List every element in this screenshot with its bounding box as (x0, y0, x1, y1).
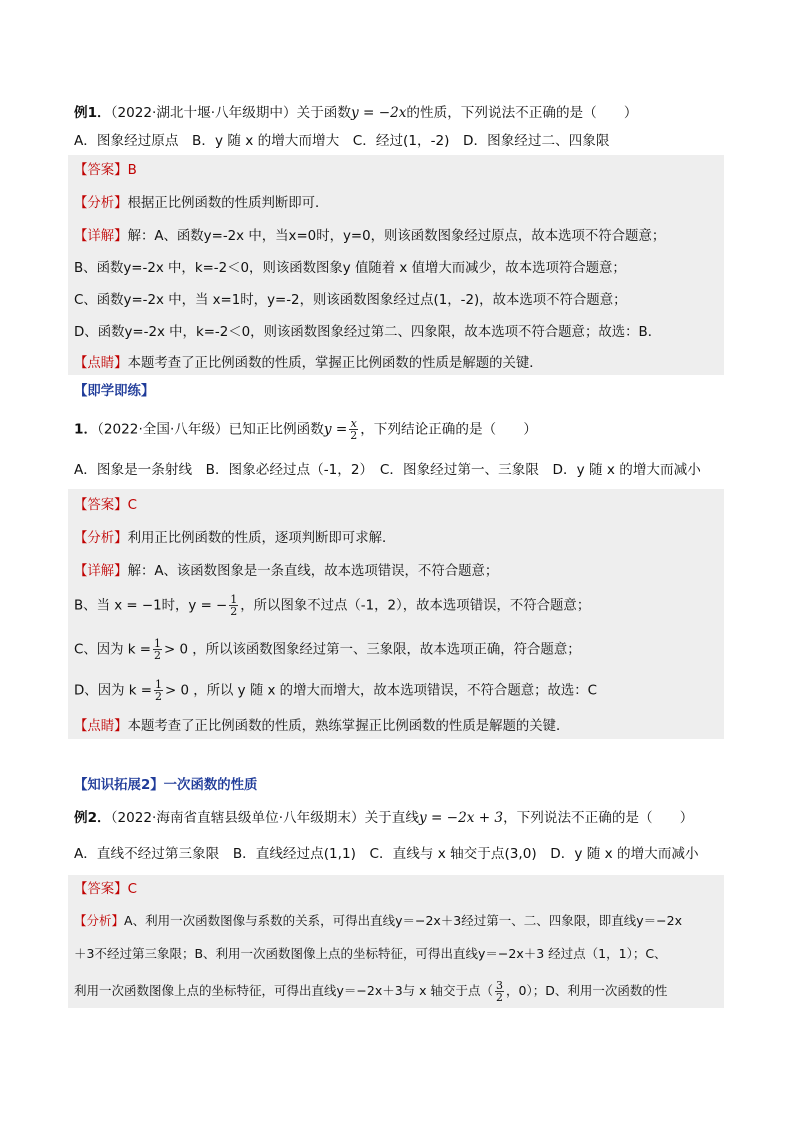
example1-analysis (74, 195, 328, 213)
knowledge-extension-header: 【知识拓展2】一次函数的性质 (74, 778, 258, 793)
example1-detail-line-1 (74, 228, 665, 246)
practice-question (74, 418, 537, 441)
answer-value: C (127, 882, 137, 897)
remark-text: 本题考查了正比例函数的性质，掌握正比例函数的性质是解题的关键． (127, 356, 543, 371)
fraction: $\frac{1}{2}$ (230, 593, 238, 618)
practice-equation-lhs: y = (323, 421, 348, 438)
example2-analysis-line-1 (74, 912, 682, 930)
detail-tag: 【详解】 (74, 229, 128, 244)
practice-question-tail: ，下列结论正确的是（ ） (360, 421, 537, 438)
practice-label: 1． (74, 421, 98, 438)
analysis-text: 利用正比例函数的性质，逐项判断即可求解． (127, 531, 396, 546)
remark-tag: 【点睛】 (74, 719, 128, 734)
detail-tag: 【详解】 (74, 564, 128, 579)
practice-answer (74, 497, 137, 515)
example1-source: （2022·湖北十堰·八年级期中）关于函数 (110, 105, 351, 121)
example2-equation: y = −2x + 3 (418, 810, 504, 826)
practice-equation-fraction: $\frac{x}{2}$ (350, 417, 358, 442)
example1-label: 例1． (74, 105, 111, 121)
example1-detail-line-4: D、函数y=-2x 中，k=-2＜0，则该函数图象经过第二、四象限，故本选项不符合题意；故选：B． (74, 325, 662, 340)
practice-analysis (74, 530, 395, 548)
practice-header: 【即学即练】 (74, 384, 155, 399)
practice-detail-line-2: B、当 x = −1时，y = − $\frac{1}{2}$ ，所以图象不过点（-1，2），故本选项错误，不符合题意； (74, 593, 591, 618)
answer-tag: 【答案】 (74, 882, 128, 897)
analysis-tag: 【分析】 (74, 531, 128, 546)
example1-equation: y = −2x (351, 105, 407, 121)
example2-analysis-line-2: ＋3不经过第三象限；B、利用一次函数图像上点的坐标特征，可得出直线y＝−2x＋3 经过点（1，1）；C、 (74, 946, 667, 961)
example2-question-tail: ，下列说法不正确的是（ ） (503, 810, 694, 826)
answer-value: B (127, 163, 137, 178)
answer-tag: 【答案】 (74, 163, 128, 178)
example2-label: 例2． (74, 810, 111, 826)
example2-analysis-line-3: 利用一次函数图像上点的坐标特征，可得出直线y＝−2x＋3与 x 轴交于点（ $\frac{3}{2}$ ，0）；D、利用一次函数的性 (74, 979, 668, 1004)
remark-text: 本题考查了正比例函数的性质，熟练掌握正比例函数的性质是解题的关键． (127, 719, 570, 734)
practice-detail-line-3: C、因为 k = $\frac{1}{2}$ > 0 ，所以该函数图象经过第一、三象限，故本选项正确，符合题意； (74, 637, 581, 662)
practice-options: A．图象是一条射线 B．图象必经过点（-1，2） C．图象经过第一、三象限 D．y 随 x 的增大而减小 (74, 462, 701, 478)
practice-remark (74, 718, 569, 736)
example1-answer (74, 162, 137, 180)
analysis-tag: 【分析】 (74, 196, 128, 211)
example2-options: A．直线不经过第三象限 B．直线经过点(1,1) C．直线与 x 轴交于点(3,0) D．y 随 x 的增大而减小 (74, 846, 699, 862)
analysis-text: A、利用一次函数图像与系数的关系，可得出直线y＝−2x＋3经过第一、二、四象限，即直线y＝−2x (124, 913, 682, 928)
example1-options: A．图象经过原点 B．y 随 x 的增大而增大 C．经过(1，-2) D．图象经过二、四象限 (74, 133, 610, 149)
analysis-text: 根据正比例函数的性质判断即可． (127, 196, 329, 211)
example1-question (74, 104, 638, 122)
example1-detail-line-3: C、函数y=-2x 中，当 x=1时，y=-2，则该函数图象经过点(1，-2)，故本选项不符合题意； (74, 293, 627, 308)
analysis-tag: 【分析】 (74, 913, 125, 928)
example1-question-tail: 的性质，下列说法不正确的是（ ） (406, 105, 638, 121)
practice-source: （2022·全国·八年级）已知正比例函数 (97, 421, 324, 438)
example2-question (74, 809, 693, 827)
fraction: $\frac{1}{2}$ (154, 637, 162, 662)
answer-value: C (127, 498, 137, 513)
detail-text: 解：A、该函数图象是一条直线，故本选项错误，不符合题意； (127, 564, 499, 579)
practice-detail-line-4: D、因为 k = $\frac{1}{2}$ > 0 ，所以 y 随 x 的增大而增大，故本选项错误，不符合题意；故选：C (74, 678, 598, 703)
fraction: $\frac{1}{2}$ (154, 678, 162, 703)
detail-text: 解：A、函数y=-2x 中，当x=0时，y=0，则该函数图象经过原点，故本选项不符合题意； (127, 229, 666, 244)
fraction: $\frac{3}{2}$ (496, 979, 504, 1004)
remark-tag: 【点睛】 (74, 356, 128, 371)
answer-tag: 【答案】 (74, 498, 128, 513)
example1-remark (74, 355, 543, 373)
example2-answer (74, 881, 137, 899)
example1-detail-line-2: B、函数y=-2x 中，k=-2＜0，则该函数图象y 值随着 x 值增大而减少，故本选项符合题意； (74, 261, 626, 276)
example2-source: （2022·海南省直辖县级单位·八年级期末）关于直线 (110, 810, 419, 826)
practice-detail-line-1 (74, 563, 498, 581)
